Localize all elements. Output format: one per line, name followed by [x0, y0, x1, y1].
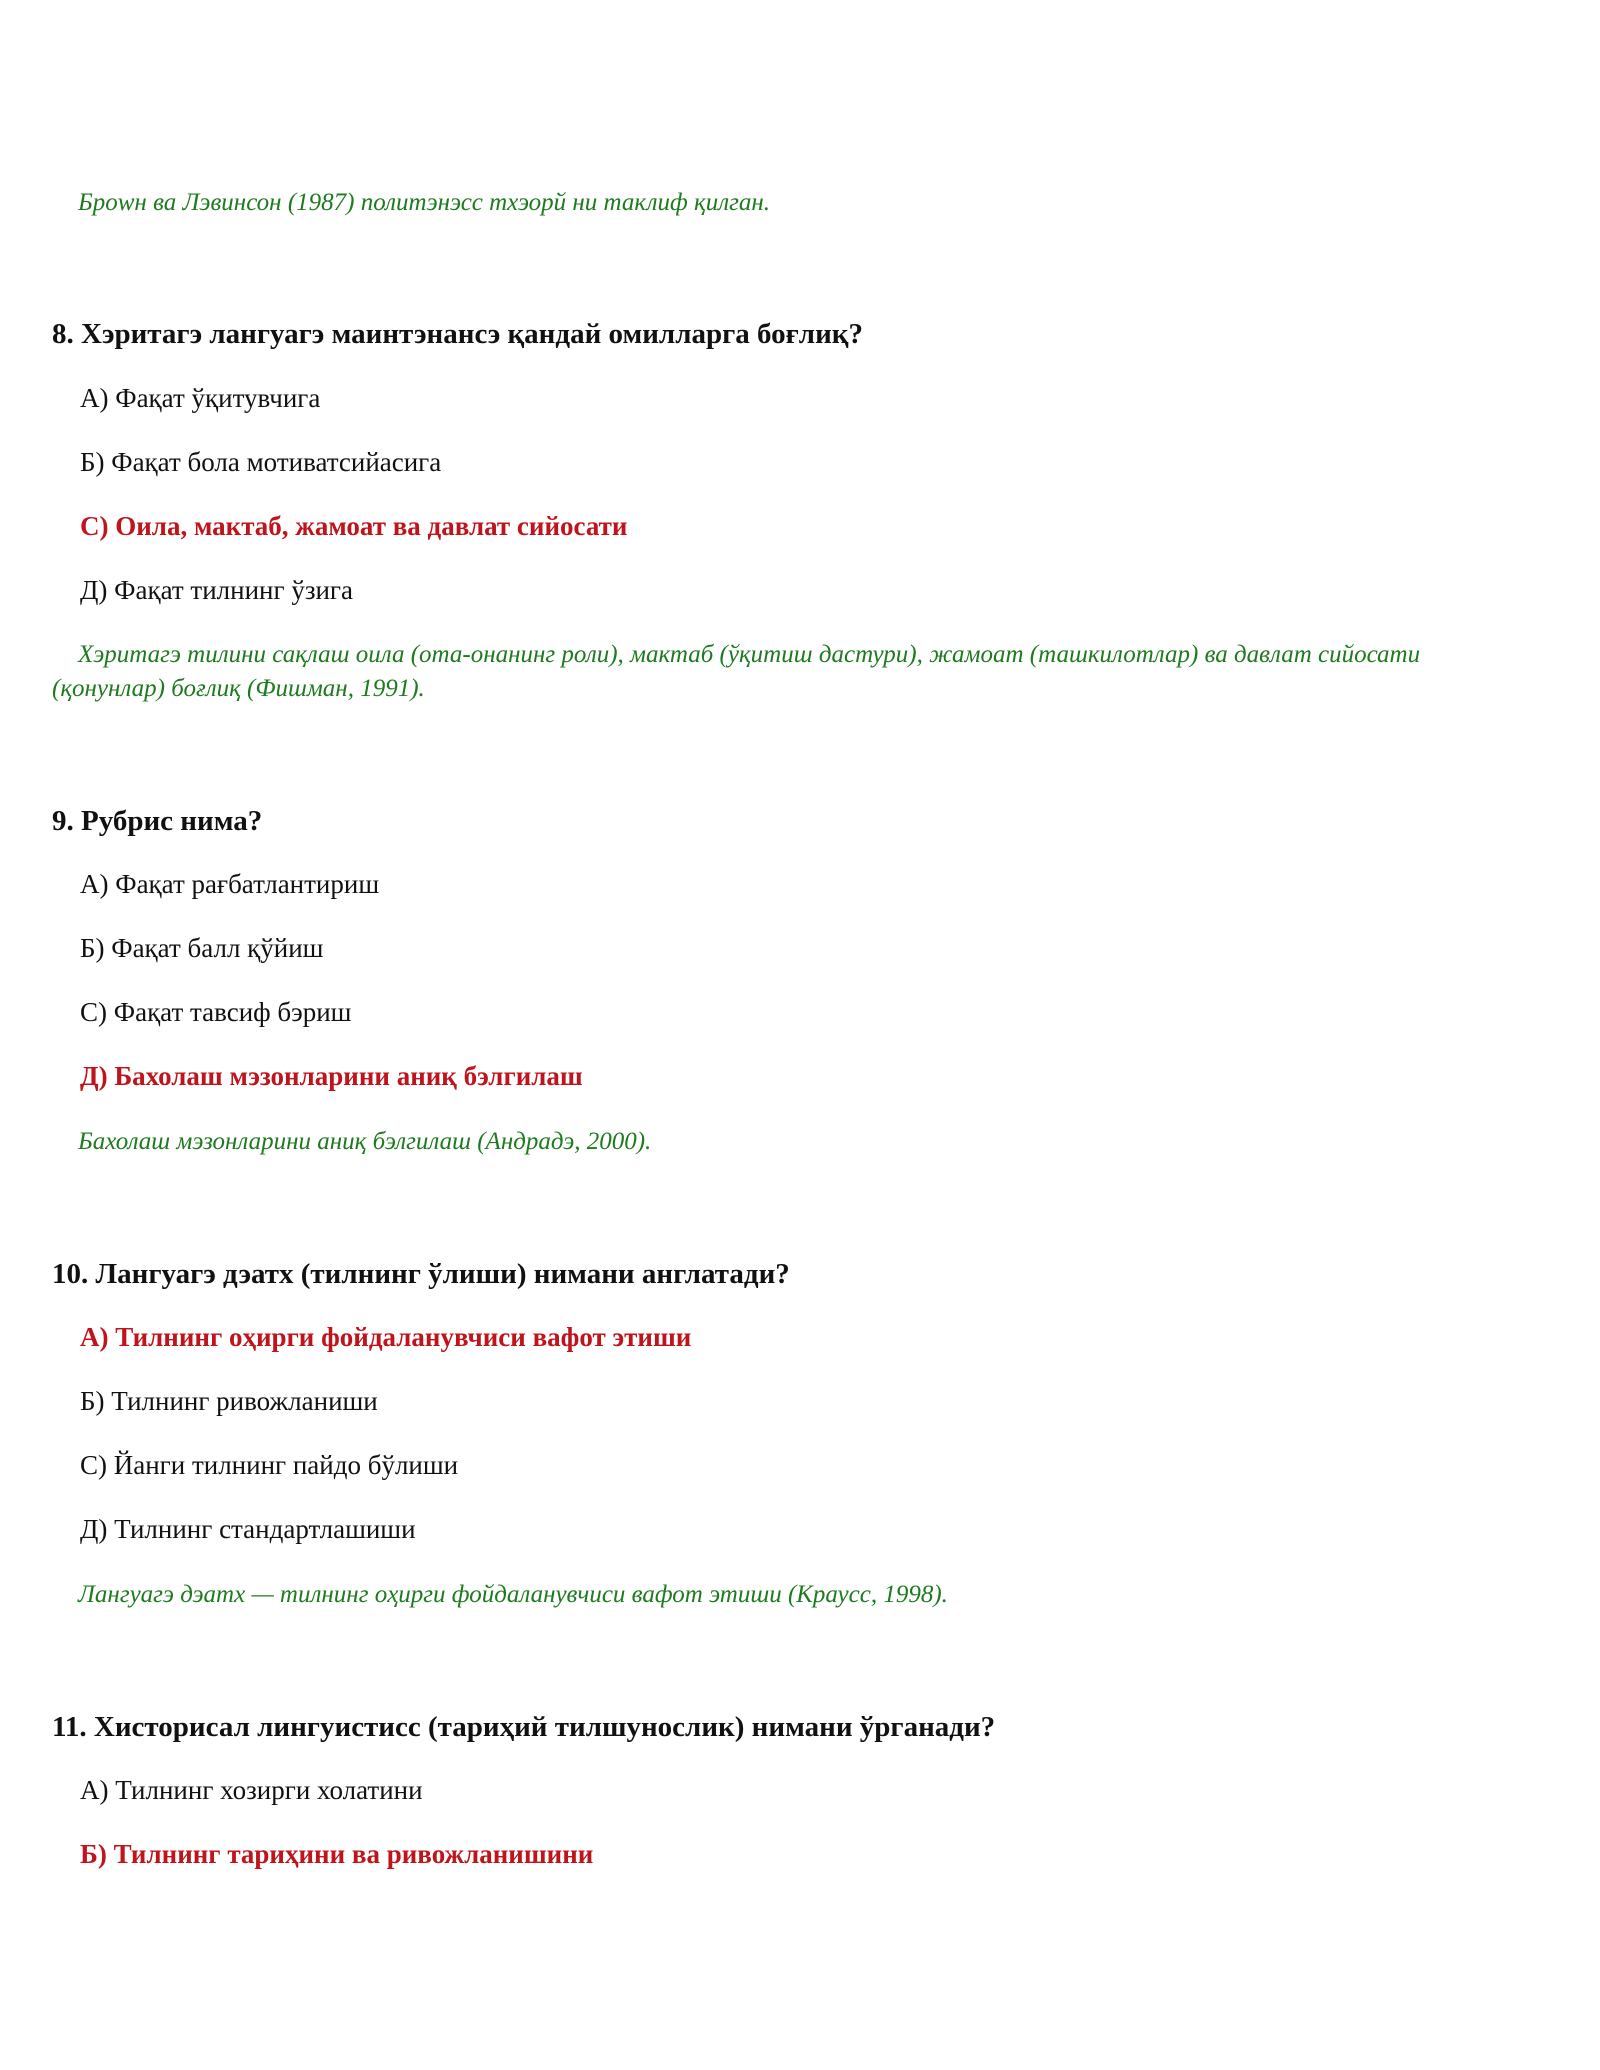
- intro-note: Броwн ва Лэвинсон (1987) политэнэсс тхэорй ни таклиф қилган.: [78, 189, 771, 216]
- question-8-explanation: Хэритагэ тилини сақлаш оила (ота-онанинг роли), мактаб (ўқитиш дастури), жамоат (ташкилотлар) ва давлат сийосати (қонунлар) боғлиқ (Фишман, 1991).: [52, 641, 1421, 702]
- question-9-option-d-correct: Д) Бахолаш мэзонларини аниқ бэлгилаш: [80, 1061, 583, 1091]
- question-9-title: 9. Рубрис нима?: [52, 805, 263, 837]
- question-10-option-c: С) Йанги тилнинг пайдо бўлиши: [80, 1450, 459, 1480]
- question-9-explanation: Бахолаш мэзонларини аниқ бэлгилаш (Андрадэ, 2000).: [78, 1128, 652, 1155]
- question-10-option-a-correct: А) Тилнинг оҳирги фойдаланувчиси вафот этиши: [80, 1322, 692, 1352]
- question-8-option-c-correct: С) Оила, мактаб, жамоат ва давлат сийосати: [80, 511, 628, 541]
- question-9-option-c: С) Фақат тавсиф бэриш: [80, 997, 352, 1027]
- question-11-option-b-correct: Б) Тилнинг тариҳини ва ривожланишини: [80, 1839, 594, 1869]
- question-10-option-d: Д) Тилнинг стандартлашиши: [80, 1514, 416, 1544]
- question-8-title: 8. Хэритагэ лангуагэ маинтэнансэ қандай омилларга боғлиқ?: [52, 318, 863, 350]
- question-10-title: 10. Лангуагэ дэатх (тилнинг ўлиши) нимани англатади?: [52, 1258, 790, 1290]
- question-8-option-b: Б) Фақат бола мотиватсийасига: [80, 447, 442, 477]
- question-8-option-a: А) Фақат ўқитувчига: [80, 383, 321, 413]
- question-10-option-b: Б) Тилнинг ривожланиши: [80, 1386, 378, 1416]
- question-9-option-a: А) Фақат рағбатлантириш: [80, 869, 380, 899]
- question-10-explanation: Лангуагэ дэатх — тилнинг оҳирги фойдаланувчиси вафот этиши (Краусс, 1998).: [78, 1581, 948, 1608]
- question-8-option-d: Д) Фақат тилнинг ўзига: [80, 575, 353, 605]
- question-11-title: 11. Хисторисал лингуистисс (тариҳий тилшунослик) нимани ўрганади?: [52, 1711, 996, 1743]
- question-9-option-b: Б) Фақат балл қўйиш: [80, 933, 324, 963]
- question-11-option-a: А) Тилнинг хозирги холатини: [80, 1775, 423, 1805]
